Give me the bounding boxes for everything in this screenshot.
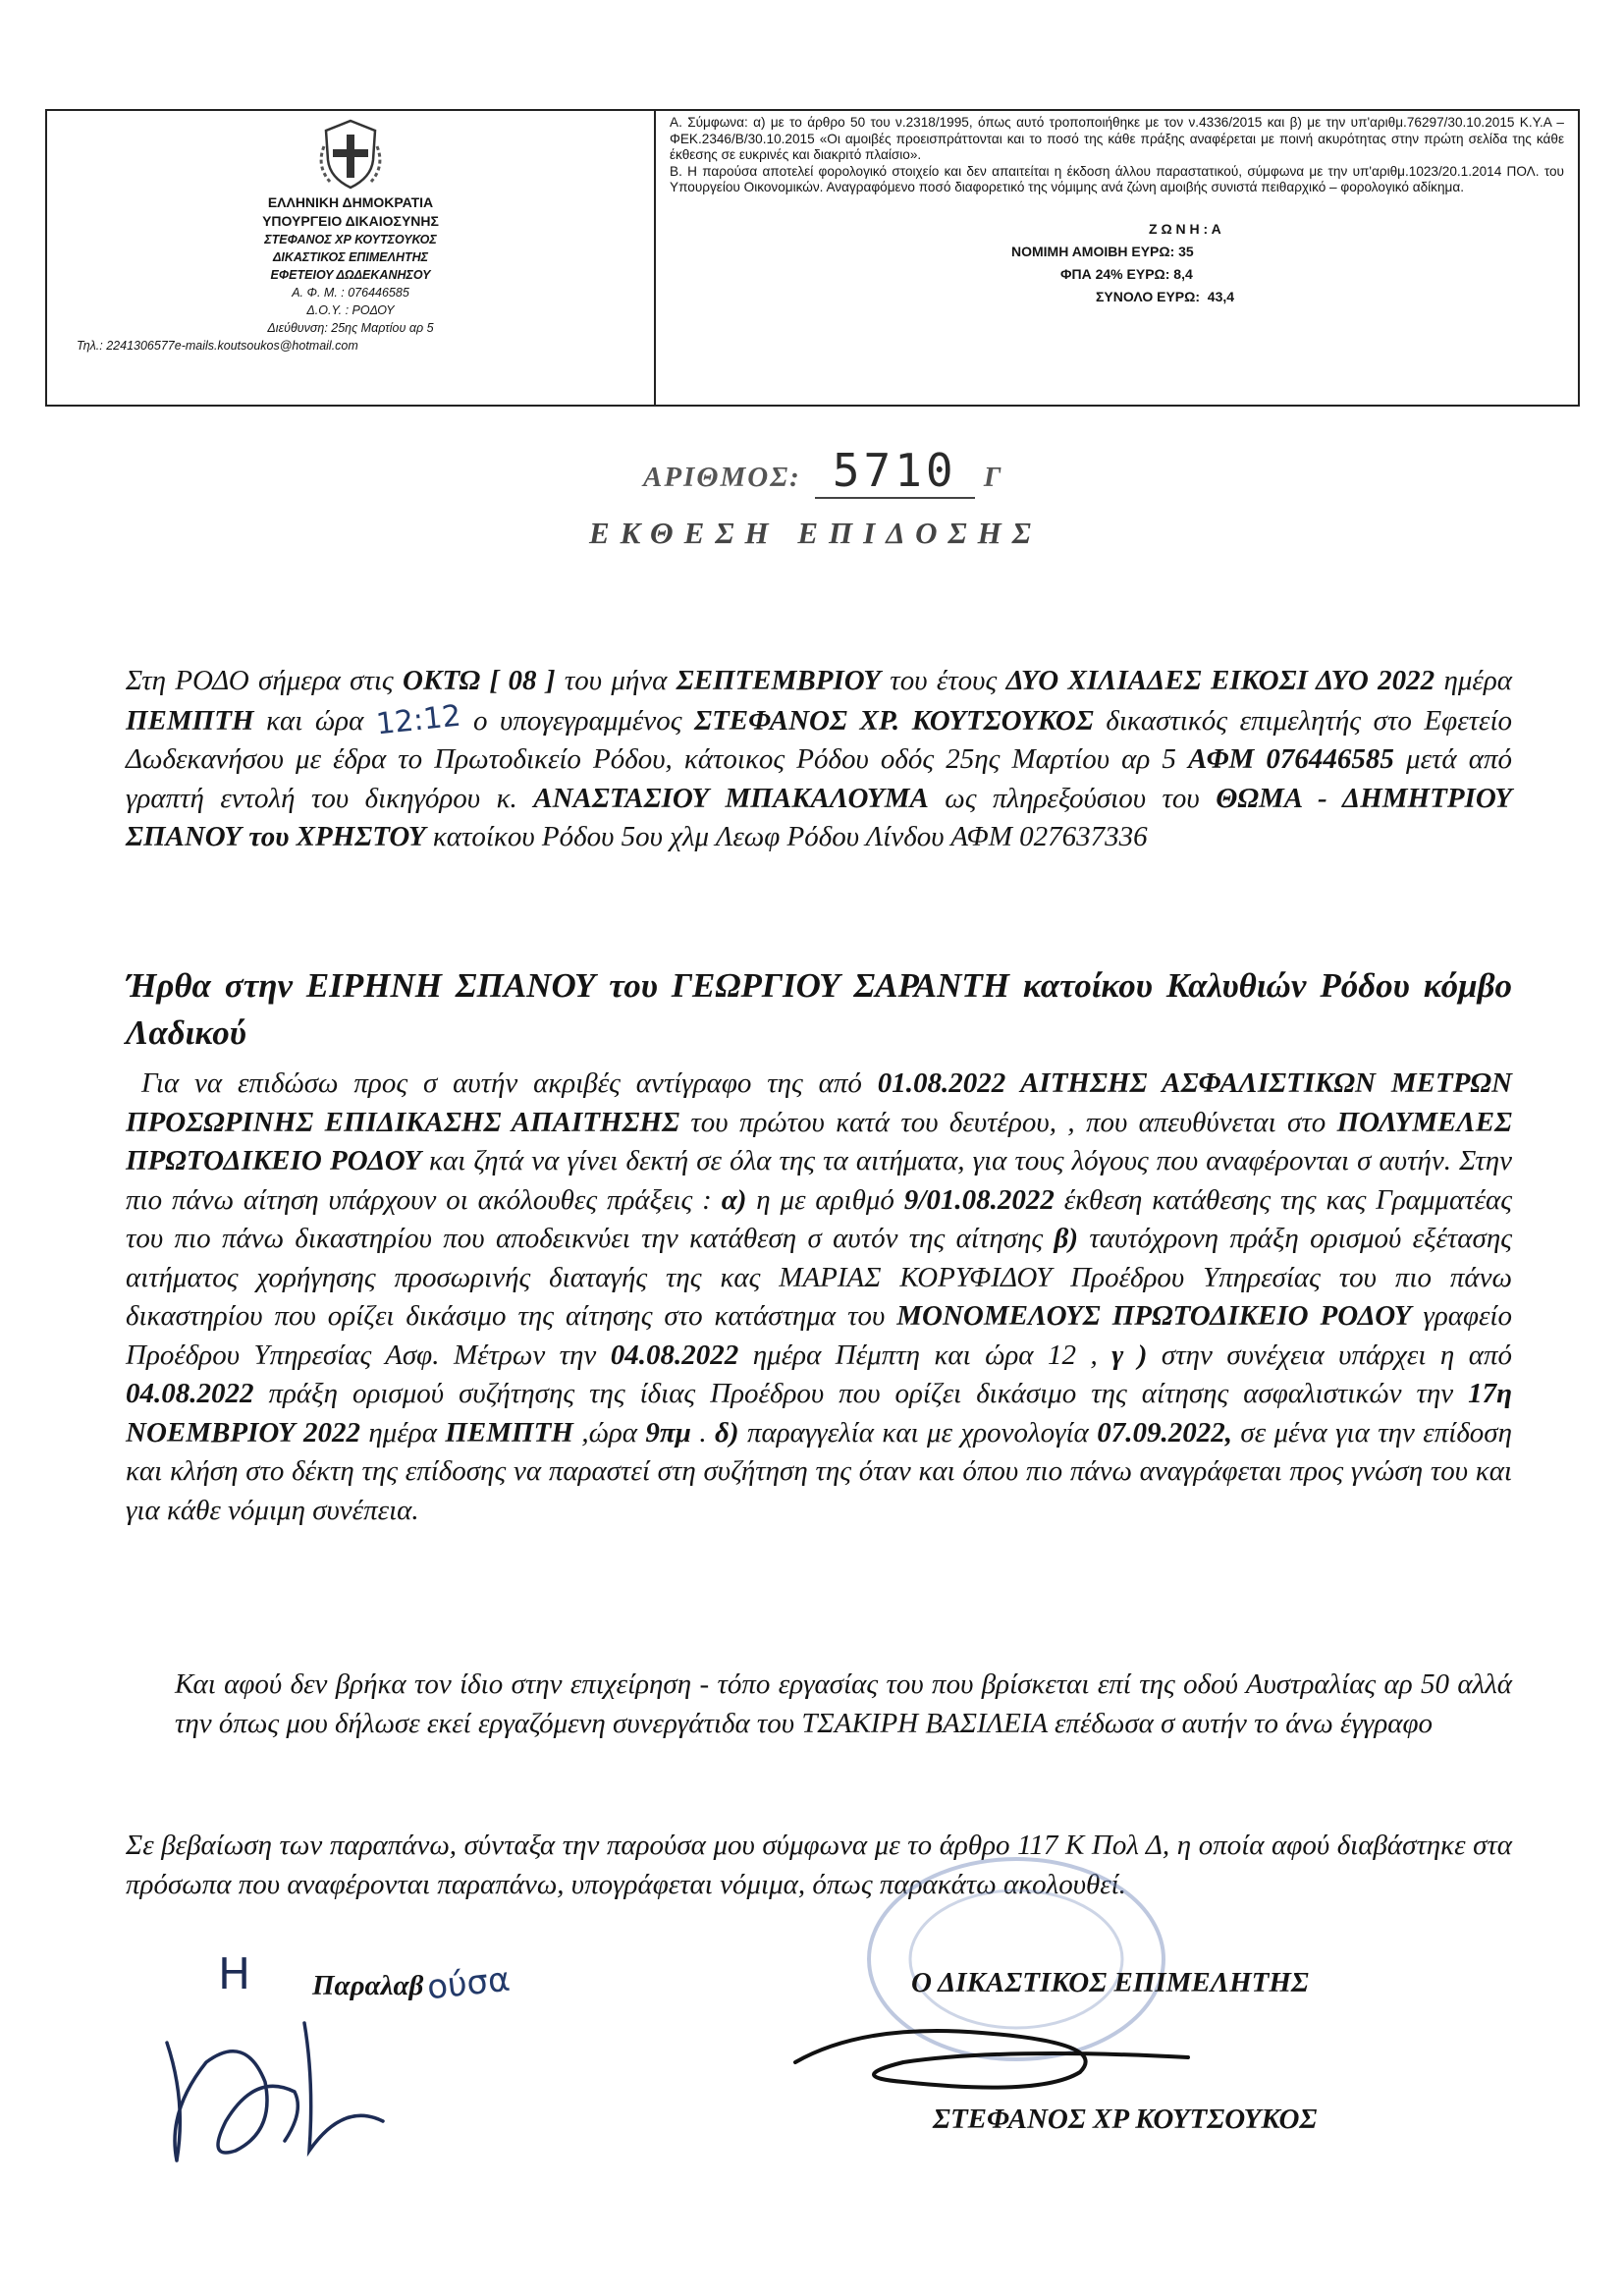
client-name: ΘΩΜΑ - ΔΗΜΗΤΡΙΟΥ ΣΠΑΝΟΥ του ΧΡΗΣΤΟΥ [126, 782, 1513, 852]
act-date: 04.08.2022 [126, 1378, 254, 1409]
weekday: ΠΕΜΠΤΗ [126, 704, 254, 737]
number-suffix: Γ [983, 462, 1003, 493]
address-line: Διεύθυνση: 25ης Μαρτίου αρ 5 [267, 321, 434, 335]
report-number [643, 444, 1002, 499]
text: ,ώρα [572, 1416, 646, 1449]
text: δικαστικός επιμελητής στο Εφετείο Δωδεκανήσου με έδρα το Πρωτοδικείο Ρόδου, κάτοικος Ρόδου οδός 25ης Μαρτίου αρ 5 [126, 704, 1513, 775]
hearing-time: 9πμ [645, 1416, 691, 1449]
received-handwritten: ούσα [425, 1959, 513, 2008]
item-a: α) [721, 1183, 747, 1216]
text: ταυτόχρονη πράξη ορισμού εξέτασης αιτήματος χορήγησης προσωρινής διαταγής της κας ΜΑΡΙΑΣ ΚΟΡΥΦΙΔΟΥ Προέδρου Υπηρεσίας του πιο πάνω δικαστηρίου που ορίζει δικάσιμο της αίτησης στο κατάστημα του [126, 1223, 1512, 1332]
bailiff-signature-name: ΣΤΕΦΑΝΟΣ ΧΡ ΚΟΥΤΣΟΥΚΟΣ [933, 2104, 1318, 2135]
text: κατοίκου Ρόδου 5ου χλμ Λεωφ Ρόδου Λίνδου ΑΦΜ 027637336 [425, 821, 1148, 852]
legal-note-a: Α. Σύμφωνα: α) με το άρθρο 50 του ν.2318/1995, όπως αυτό τροποποιήθηκε με τον ν.4336/2015 και β) με την υπ'αριθμ.76297/30.10.2015 Κ.Υ.Α – ΦΕΚ.2346/Β/30.10.2015 «Οι αμοιβές προεισπράττονται και το ποσό της κάθε πράξης αναφέρεται με ποινή ακυρότητας στην πρώτη σελίδα της κάθε έκθεσης σε ευκρινές και διακριτό πλαίσιο». [670, 115, 1564, 162]
text: . [690, 1416, 715, 1449]
text: του έτους [880, 665, 1006, 696]
order-date: 07.09.2022, [1097, 1416, 1232, 1449]
zone-line: Ζ Ω Ν Η : Α [1149, 220, 1221, 237]
date-year: ΔΥΟ ΧΙΛΙΑΔΕΣ ΕΙΚΟΣΙ ΔΥΟ 2022 [1005, 665, 1435, 696]
republic-line: ΕΛΛΗΝΙΚΗ ΔΗΜΟΚΡΑΤΙΑ [267, 194, 434, 210]
petition-title: 01.08.2022 ΑΙΤΗΣΗΣ ΑΣΦΑΛΙΣΤΙΚΩΝ ΜΕΤΡΩΝ ΠΡΟΣΩΡΙΝΗΣ ΕΠΙΔΙΚΑΣΗΣ ΑΠΑΙΤΗΣΗΣ [126, 1067, 1512, 1138]
item-b: β) [1054, 1223, 1079, 1254]
item-d: δ) [715, 1416, 739, 1449]
text: και ζητά να γίνει δεκτή σε όλα της τα αιτήματα, για τους λόγους που αναφέρονται σ αυτήν. Στην πιο πάνω αίτηση υπάρχουν οι ακόλουθες πράξεις : [126, 1145, 1512, 1216]
bailiff-afm: ΑΦΜ 076446585 [1188, 743, 1394, 775]
text: σε μένα για την επίδοση και κλήση στο δέκτη της επίδοσης να παραστεί στη συζήτηση της όταν και όπου πιο πάνω αναγράφεται προς γνώση του και για κάθε νόμιμη συνέπεια. [126, 1416, 1512, 1526]
ministry-line: ΥΠΟΥΡΓΕΙΟ ΔΙΚΑΙΟΣΥΝΗΣ [262, 213, 439, 229]
paragraph-intro [126, 662, 1512, 857]
paragraph-service-details [126, 1065, 1512, 1530]
text: έκθεση κατάθεσης της κας Γραμματέας του πιο πάνω δικαστηρίου που αποδεικνύει την κατάθεση σ αυτόν της αίτησης [126, 1183, 1512, 1254]
lawyer-name: ΑΝΑΣΤΑΣΙΟΥ ΜΠΑΚΑΛΟΥΜΑ [533, 782, 929, 814]
vat-line: ΦΠΑ 24% ΕΥΡΩ: 8,4 [1060, 265, 1193, 282]
issuer-block [47, 111, 656, 405]
contact-line: Τηλ.: 2241306577e-mails.koutsoukos@hotmail.com [77, 339, 358, 353]
text: η με αριθμό [746, 1183, 904, 1216]
hearing-weekday: ΠΕΜΠΤΗ [445, 1416, 573, 1449]
text: ημέρα [1435, 665, 1512, 696]
text: γραφείο Προέδρου Υπηρεσίας Ασφ. Μέτρων την [126, 1300, 1512, 1371]
afm-line: Α. Φ. Μ. : 076446585 [292, 286, 409, 300]
received-label [312, 1959, 513, 2008]
text: ημέρα [359, 1416, 446, 1449]
text: ο υπογεγραμμένος [460, 704, 695, 737]
legal-note-b: Β. Η παρούσα αποτελεί φορολογικό στοιχείο και δεν απαιτείται η έκδοση άλλου παραστατικού, σύμφωνα με την υπ'αριθμ.1023/20.1.2014 ΠΟΛ. του Υπουργείου Οικονομικών. Αναγραφόμενο ποσό διαφορετικό της νόμιμης ανά ζώνη αμοιβής συνιστά πειθαρχικό – φορολογικό αδίκημα. [670, 163, 1564, 194]
paragraph-delivery: Και αφού δεν βρήκα τον ίδιο στην επιχείρηση - τόπο εργασίας του που βρίσκεται επί της οδού Αυστραλίας αρ 50 αλλά την όπως μου δήλωσε εκεί εργαζόμενη συνεργάτιδα του ΤΣΑΚΙΡΗ ΒΑΣΙΛΕΙΑ επέδωσα σ αυτήν το άνω έγγραφο [175, 1668, 1512, 1739]
bailiff-role-line: ΔΙΚΑΣΤΙΚΟΣ ΕΠΙΜΕΛΗΤΗΣ [272, 250, 429, 264]
doy-line: Δ.Ο.Υ. : ΡΟΔΟΥ [306, 303, 395, 317]
greek-emblem-icon [316, 117, 385, 191]
fee-summary [670, 218, 1564, 308]
bailiff-name-line: ΣΤΕΦΑΝΟΣ ΧΡ ΚΟΥΤΣΟΥΚΟΣ [264, 233, 437, 246]
paragraph-certification: Σε βεβαίωση των παραπάνω, σύνταξα την παρούσα μου σύμφωνα με το άρθρο 117 Κ Πολ Δ, η οποία αφού διαβάστηκε στα πρόσωπα που αναφέρονται παραπάνω, υπογράφεται νόμιμα, όπως παρακάτω ακολουθεί. [126, 1830, 1512, 1900]
filing-number: 9/01.08.2022 [903, 1183, 1055, 1216]
recipient-mark: Η [218, 1949, 251, 1999]
received-text: Παραλαβ [312, 1970, 424, 2001]
fee-notice-block [656, 111, 1578, 405]
header-box [45, 109, 1580, 407]
text: και ώρα [253, 704, 376, 737]
date-month: ΣΕΠΤΕΜΒΡΙΟΥ [676, 665, 881, 696]
court-name: ΠΟΛΥΜΕΛΕΣ ΠΡΩΤΟΔΙΚΕΙΟ ΡΟΔΟΥ [126, 1106, 1512, 1176]
number-label: ΑΡΙΘΜΟΣ: [643, 462, 801, 493]
total-line: ΣΥΝΟΛΟ ΕΥΡΩ: 43,4 [1096, 288, 1235, 304]
bailiff-title: Ο ΔΙΚΑΣΤΙΚΟΣ ΕΠΙΜΕΛΗΤΗΣ [911, 1967, 1309, 1998]
text: ως πληρεξούσιου του [928, 782, 1217, 814]
text: του μήνα [555, 665, 677, 696]
text: Στη ΡΟΔΟ σήμερα στις [126, 665, 404, 696]
text: παραγγελία και με χρονολογία [738, 1416, 1098, 1449]
item-c: γ ) [1111, 1339, 1148, 1371]
number-value: 5710 [815, 444, 975, 499]
date-day: ΟΚΤΩ [ 08 ] [403, 665, 556, 696]
hearing-date-1: 04.08.2022 [610, 1339, 739, 1371]
text: στην συνέχεια υπάρχει η από [1147, 1339, 1512, 1371]
legal-fee-line: ΝΟΜΙΜΗ ΑΜΟΙΒΗ ΕΥΡΩ: 35 [1011, 243, 1194, 259]
text: του πρώτου κατά του δευτέρου, , που απευθύνεται στο [679, 1106, 1337, 1138]
bailiff-name: ΣΤΕΦΑΝΟΣ ΧΡ. ΚΟΥΤΣΟΥΚΟΣ [694, 704, 1094, 737]
single-court-name: ΜΟΝΟΜΕΛΟΥΣ ΠΡΩΤΟΔΙΚΕΙΟ ΡΟΔΟΥ [896, 1300, 1412, 1332]
paragraph-recipient: Ήρθα στην ΕΙΡΗΝΗ ΣΠΑΝΟΥ του ΓΕΩΡΓΙΟΥ ΣΑΡΑΝΤΗ κατοίκου Καλυθιών Ρόδου κόμβο Λαδικού [126, 966, 1512, 1052]
text: μετά από γραπτή εντολή του δικηγόρου κ. [126, 743, 1512, 814]
hearing-date-2: 17η ΝΟΕΜΒΡΙΟΥ 2022 [126, 1378, 1512, 1449]
text: ημέρα Πέμπτη και ώρα 12 , [738, 1339, 1112, 1371]
handwritten-time: 12:12 [374, 698, 462, 741]
recipient-signature-icon [147, 2003, 422, 2170]
bailiff-signature-icon [785, 2003, 1198, 2102]
text: πράξη ορισμού συζήτησης της ίδιας Προέδρου που ορίζει δικάσιμο της αίτησης ασφαλιστικών την [253, 1378, 1469, 1409]
text: Για να επιδώσω προς σ αυτήν ακριβές αντίγραφο της από [141, 1067, 878, 1099]
court-line: ΕΦΕΤΕΙΟΥ ΔΩΔΕΚΑΝΗΣΟΥ [270, 268, 431, 282]
report-title: ΕΚΘΕΣΗ ΕΠΙΔΟΣΗΣ [589, 516, 1042, 550]
